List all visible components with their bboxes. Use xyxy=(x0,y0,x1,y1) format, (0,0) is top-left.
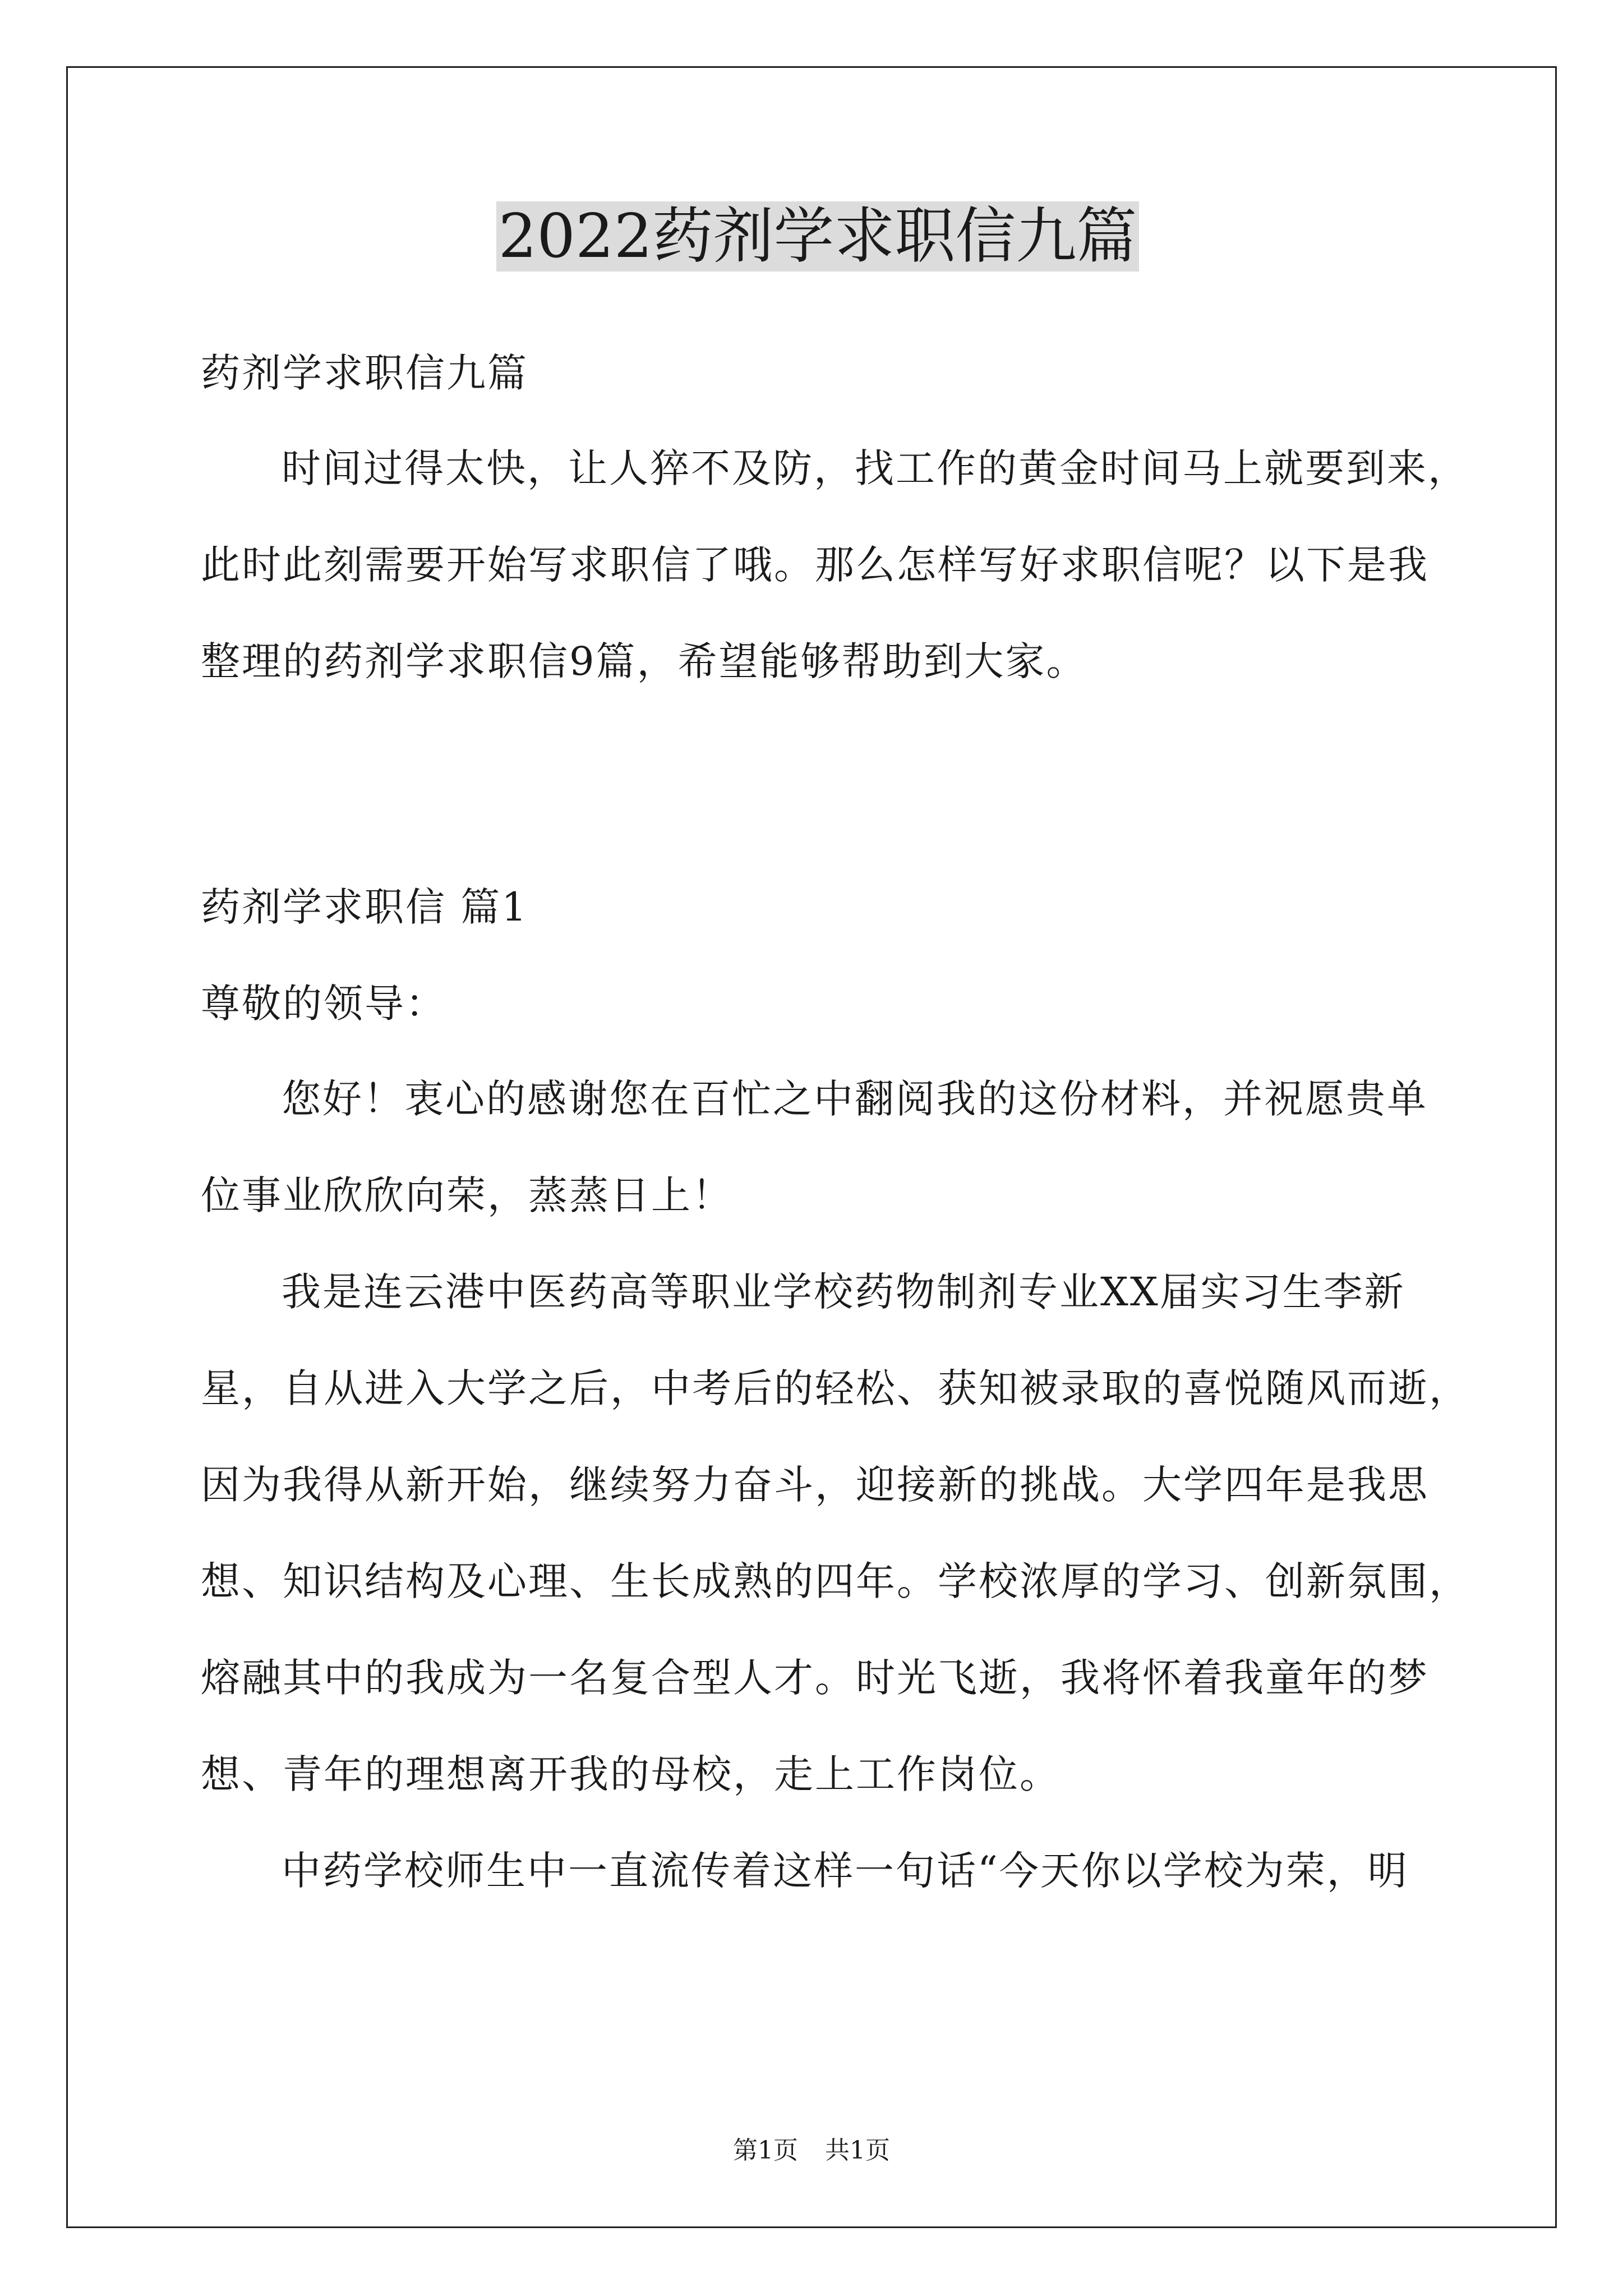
document-title xyxy=(201,197,1435,276)
paragraph-line: 因为我得从新开始，继续努力奋斗，迎接新的挑战。大学四年是我思 xyxy=(201,1462,1429,1508)
salutation: 尊敬的领导： xyxy=(201,981,446,1027)
paragraph-line: 您好！衷心的感谢您在百忙之中翻阅我的这份材料，并祝愿贵单 xyxy=(282,1076,1428,1122)
paragraph-line: 中药学校师生中一直流传着这样一句话“今天你以学校为荣，明 xyxy=(282,1848,1409,1894)
paragraph-line: 我是连云港中医药高等职业学校药物制剂专业XX届实习生李新 xyxy=(282,1269,1405,1315)
paragraph-line: 想、知识结构及心理、生长成熟的四年。学校浓厚的学习、创新氛围， xyxy=(201,1558,1470,1604)
paragraph-line: 想、青年的理想离开我的母校，走上工作岗位。 xyxy=(201,1751,1061,1797)
paragraph-line: 时间过得太快，让人猝不及防，找工作的黄金时间马上就要到来， xyxy=(282,445,1469,491)
subtitle-line: 药剂学求职信九篇 xyxy=(201,350,528,396)
paragraph-line: 星，自从进入大学之后，中考后的轻松、获知被录取的喜悦随风而逝， xyxy=(201,1365,1470,1411)
paragraph-line: 位事业欣欣向荣，蒸蒸日上！ xyxy=(201,1172,733,1218)
paragraph-line: 整理的药剂学求职信9篇，希望能够帮助到大家。 xyxy=(201,638,1087,684)
paragraph-line: 此时此刻需要开始写求职信了哦。那么怎样写好求职信呢？以下是我 xyxy=(201,542,1429,588)
title-text: 2022药剂学求职信九篇 xyxy=(496,201,1140,272)
page-footer xyxy=(0,2134,1623,2168)
section-heading: 药剂学求职信 篇1 xyxy=(201,884,528,930)
page-number: 第1页 xyxy=(733,2136,798,2165)
page-total: 共1页 xyxy=(825,2136,890,2165)
paragraph-line: 熔融其中的我成为一名复合型人才。时光飞逝，我将怀着我童年的梦 xyxy=(201,1655,1429,1701)
